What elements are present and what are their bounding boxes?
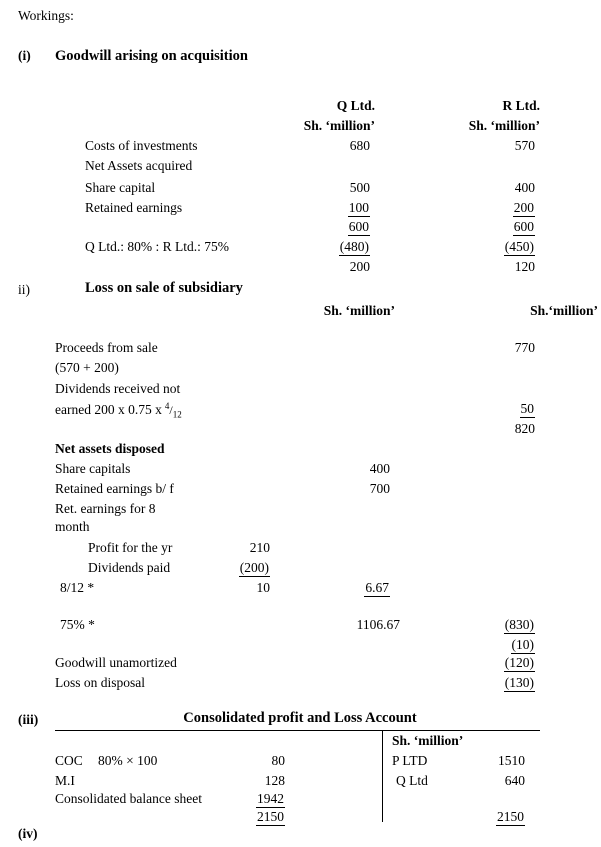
row-value: 1942 <box>257 791 284 806</box>
row-label: Net assets disposed <box>55 441 165 456</box>
row-label: Q Ltd <box>396 773 428 788</box>
row-label-fraction: earned 200 x 0.75 x $^4/_{12}$ <box>55 401 182 420</box>
row-value-r: (450) <box>504 239 534 254</box>
row-label: month <box>55 519 90 534</box>
row-label: Retained earnings <box>85 200 183 215</box>
row-label: P LTD <box>392 753 428 768</box>
taccount-top-rule <box>55 730 540 731</box>
right-column-unit: Sh. ‘million’ <box>392 733 464 748</box>
row-label: Loss on disposal <box>55 675 146 690</box>
row-label: COC <box>55 753 83 768</box>
row-value-c2: 400 <box>369 461 390 476</box>
row-value-r: 400 <box>514 180 535 195</box>
row-value-c3: 50 <box>520 401 534 416</box>
col-header-unit-1: Sh. ‘million’ <box>323 303 395 318</box>
col-header-r-name: R Ltd. <box>502 98 540 113</box>
col-header-q-name: Q Ltd. <box>336 98 375 113</box>
row-label: 75% * <box>60 617 95 632</box>
fraction-numerator: 4 <box>164 401 170 411</box>
row-value: 640 <box>504 773 525 788</box>
col-header-r-unit: Sh. ‘million’ <box>468 118 540 133</box>
row-value-c3: (130) <box>504 675 534 690</box>
row-value-c2: 6.67 <box>365 580 389 595</box>
row-label: Costs of investments <box>85 138 198 153</box>
row-value-q: (480) <box>339 239 369 254</box>
row-label: Ret. earnings for 8 <box>55 501 156 516</box>
row-value-c1: (200) <box>239 560 269 575</box>
row-label: Q Ltd.: 80% : R Ltd.: 75% <box>85 239 229 254</box>
row-value-q: 200 <box>349 259 370 274</box>
row-value: 128 <box>264 773 285 788</box>
section-ii-title: Loss on sale of subsidiary <box>85 280 243 296</box>
col-header-q-unit: Sh. ‘million’ <box>303 118 375 133</box>
row-value-r: 120 <box>514 259 535 274</box>
taccount-divider <box>382 730 383 822</box>
row-value-q: 500 <box>349 180 370 195</box>
section-i-title: Goodwill arising on acquisition <box>55 48 248 64</box>
row-value-r: 570 <box>514 138 535 153</box>
row-label: Consolidated balance sheet <box>55 791 202 806</box>
row-value-r: 600 <box>513 219 534 234</box>
row-value: 2150 <box>497 809 524 824</box>
page-title: Workings: <box>18 8 74 23</box>
row-value-c1: 10 <box>256 580 270 595</box>
row-value-c1: 210 <box>249 540 270 555</box>
row-label: Net Assets acquired <box>85 158 193 173</box>
row-value-c3: (10) <box>511 637 534 652</box>
row-label: Retained earnings b/ f <box>55 481 174 496</box>
row-label: Share capitals <box>55 461 131 476</box>
row-value-c3: (120) <box>504 655 534 670</box>
row-value: 2150 <box>257 809 284 824</box>
row-label: earned 200 x 0.75 x <box>55 402 162 417</box>
section-i-marker: (i) <box>18 48 31 63</box>
row-value-c3: (830) <box>504 617 534 632</box>
row-label: Goodwill unamortized <box>55 655 177 670</box>
row-label: Dividends paid <box>88 560 171 575</box>
section-ii-marker: ii) <box>18 282 30 297</box>
row-value-c3: 820 <box>514 421 535 436</box>
row-value-q: 600 <box>348 219 369 234</box>
row-value-q: 100 <box>348 200 369 215</box>
row-label-detail: 80% × 100 <box>98 753 158 768</box>
row-label: Share capital <box>85 180 156 195</box>
section-iii-title: Consolidated profit and Loss Account <box>183 710 417 726</box>
row-value: 80 <box>271 753 285 768</box>
section-iii-marker: (iii) <box>18 712 39 727</box>
row-value-c2: 700 <box>369 481 390 496</box>
section-iv-marker: (iv) <box>18 826 38 841</box>
row-label: 8/12 * <box>60 580 95 595</box>
row-value-c2: 1106.67 <box>356 617 400 632</box>
row-value-r: 200 <box>513 200 534 215</box>
col-header-unit-2: Sh.‘million’ <box>530 303 598 318</box>
row-value-q: 680 <box>349 138 370 153</box>
row-label: M.I <box>55 773 75 788</box>
row-label: Profit for the yr <box>88 540 173 555</box>
row-label: Proceeds from sale <box>55 340 158 355</box>
row-label: Dividends received not <box>55 381 181 396</box>
row-value: 1510 <box>498 753 525 768</box>
fraction-denominator: 12 <box>172 409 182 420</box>
row-label: (570 + 200) <box>55 360 119 375</box>
row-value-c3: 770 <box>514 340 535 355</box>
